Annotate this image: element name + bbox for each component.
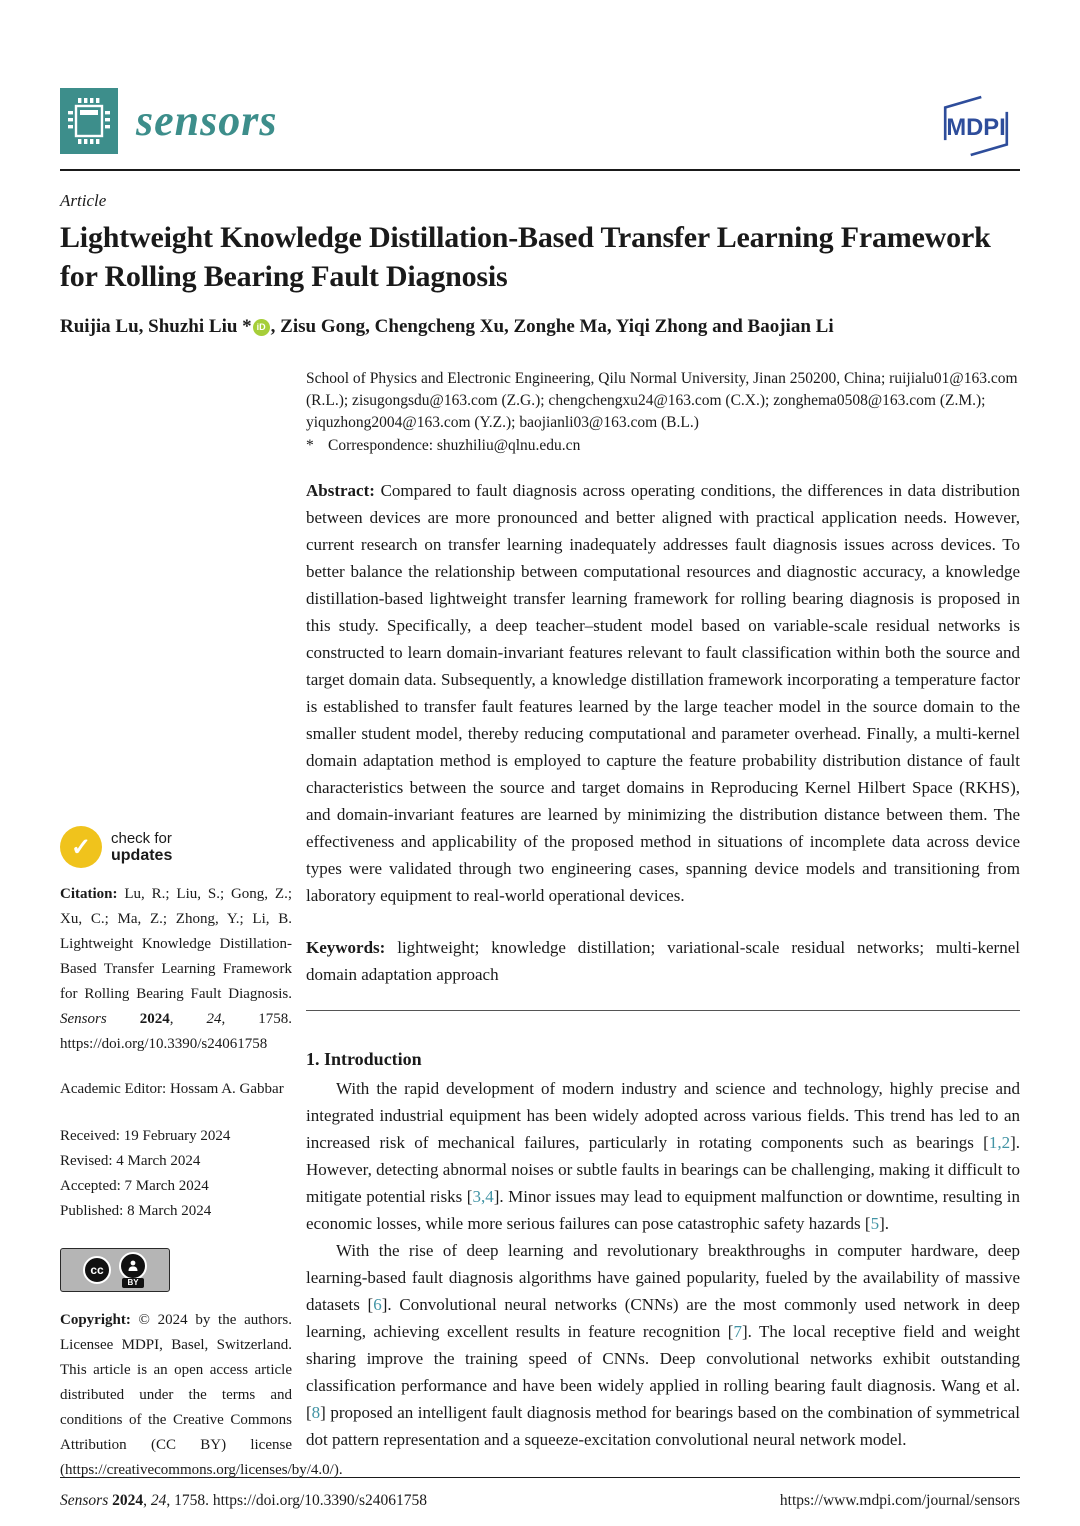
journal-name: sensors — [136, 96, 278, 145]
section-divider — [306, 1010, 1020, 1011]
attribution-person-icon: BY — [119, 1252, 147, 1288]
svg-text:MDPI: MDPI — [946, 113, 1006, 141]
affiliation-block — [306, 368, 1020, 457]
correspondence-line: * Correspondence: shuzhiliu@qlnu.edu.cn — [306, 437, 581, 454]
copyright-notice: Copyright: © 2024 by the authors. Licensee MDPI, Basel, Switzerland. This article is an open access article distributed under the terms and conditions of the Creative Commons Attribution (CC BY) license (https://creativecommons.org/licenses/by/4.0/). — [60, 1312, 343, 1478]
cc-by-icon[interactable] — [60, 1248, 170, 1292]
citation-ref-link[interactable]: 7 — [733, 1322, 742, 1341]
mdpi-logo — [932, 94, 1020, 163]
academic-editor: Academic Editor: Hossam A. Gabbar — [60, 1081, 284, 1097]
page-footer — [60, 1477, 1020, 1510]
check-for-updates-label: check for updates — [111, 830, 173, 864]
received-date: Received: 19 February 2024 — [60, 1128, 231, 1144]
citation-ref-link[interactable]: 3,4 — [472, 1187, 494, 1206]
authors-part1: Ruijia Lu, Shuzhi Liu * — [60, 316, 252, 337]
page-header — [60, 88, 1020, 163]
intro-paragraph-1: With the rapid development of modern industry and science and technology, highly precise and integrated industrial equipment has been widely adopted across various fields. This trend has led to an increased risk of mechanical failures, particularly in rotating components such as bearings [1,2]. However, detecting abnormal noises or subtle faults in bearings can be challenging, making it difficult to mitigate potential risks [3,4]. Minor issues may lead to equipment malfunction or downtime, resulting in economic losses, while more serious failures can pose catastrophic safety hazards [5]. — [306, 1079, 1020, 1233]
checkmark-icon: ✓ — [60, 826, 102, 868]
accepted-date: Accepted: 7 March 2024 — [60, 1178, 209, 1194]
introduction-heading: 1. Introduction — [306, 1049, 422, 1069]
authors-line — [60, 316, 1020, 338]
history-dates — [60, 1124, 292, 1224]
abstract: Abstract: Compared to fault diagnosis across operating conditions, the differences in data distribution between devices are more pronounced and better aligned with practical application needs. However, current research on transfer learning inadequately addresses fault diagnosis issues across devices. To better balance the relationship between computational resources and diagnostic accuracy, a knowledge distillation-based lightweight transfer learning framework for rolling bearing diagnosis is proposed in this study. Specifically, a deep teacher–student model based on variable-scale residual networks is constructed to learn domain-invariant features relevant to fault classification within both the source and target domain data. Subsequently, a knowledge distillation framework incorporating a temperature factor is established to transfer fault features learned by the large teacher model in the source domain to the smaller student model, thereby reducing computational and parameter overhead. Finally, a multi-kernel domain adaptation method is employed to capture the feature probability distribution distance of fault characteristics between the source and target domains in Reproducing Kernel Hilbert Space (RKHS), and domain-invariant features are learned by minimizing the distribution distance between them. The effectiveness and applicability of the proposed method in situations of incomplete data across device types were validated through two engineering cases, spanning device models and transitioning from laboratory equipment to real-world operational devices. — [306, 481, 1020, 905]
footer-citation-doi[interactable]: Sensors 2024, 24, 1758. https://doi.org/10.3390/s24061758 — [60, 1492, 428, 1509]
intro-paragraph-2: With the rise of deep learning and revolutionary breakthroughs in computer hardware, deep learning-based fault diagnosis algorithms have gained popularity, fueled by the availability of massive datasets [6]. Convolutional neural networks (CNNs) are the most commonly used network in deep learning, achieving excellent results in feature recognition [7]. The local receptive field and weight sharing improve the training speed of CNNs. Deep convolutional networks exhibit outstanding classification performance and have been widely applied in rolling bearing fault diagnosis. Wang et al. [8] proposed an intelligent fault diagnosis method for bearings based on the combination of symmetrical dot pattern representation and a squeeze-excitation convolutional neural network model. — [306, 1241, 1021, 1449]
chip-icon — [60, 88, 118, 154]
article-content — [306, 368, 1020, 1483]
paper-title: Lightweight Knowledge Distillation-Based Transfer Learning Framework for Rolling Bearing Fault Diagnosis — [60, 221, 991, 293]
left-sidebar — [60, 368, 343, 1483]
revised-date: Revised: 4 March 2024 — [60, 1153, 201, 1169]
authors-part2: , Zisu Gong, Chengcheng Xu, Zonghe Ma, Yiqi Zhong and Baojian Li — [270, 316, 834, 337]
main-columns — [60, 368, 1020, 1483]
citation-block: Citation: Lu, R.; Liu, S.; Gong, Z.; Xu, C.; Ma, Z.; Zhong, Y.; Li, B. Lightweight Knowledge Distillation-Based Transfer Learning Framework for Rolling Bearing Fault Diagnosis. Sensors 2024, 24, 1758. https://doi.org/10.3390/s24061758 — [60, 886, 293, 1052]
footer-journal-url[interactable]: https://www.mdpi.com/journal/sensors — [779, 1492, 1020, 1509]
citation-ref-link[interactable]: 5 — [870, 1214, 880, 1233]
affiliation-line: School of Physics and Electronic Engineering, Qilu Normal University, Jinan 250200, China; ruijialu01@163.com (R.L.); zisugongsdu@163.com (Z.G.); chengchengxu24@163.com (C.X.); zonghema0508@163.com (Z.M.); yiquzhong2004@163.com (Y.Z.); baojianli03@163.com (B.L.) — [306, 370, 1018, 431]
header-divider — [60, 169, 1020, 171]
footer-divider — [60, 1477, 1020, 1478]
citation-ref-link[interactable]: 1,2 — [988, 1133, 1011, 1152]
check-for-updates-badge[interactable] — [60, 826, 210, 868]
keywords: Keywords: lightweight; knowledge distillation; variational-scale residual networks; multi-kernel domain adaptation approach — [306, 938, 1020, 984]
orcid-icon[interactable]: iD — [253, 319, 270, 336]
published-date: Published: 8 March 2024 — [60, 1203, 212, 1219]
citation-ref-link[interactable]: 6 — [373, 1295, 382, 1314]
cc-logo-circle: cc — [83, 1256, 111, 1284]
journal-logo — [60, 88, 278, 154]
article-type-label: Article — [60, 191, 107, 210]
citation-ref-link[interactable]: 8 — [311, 1403, 321, 1422]
